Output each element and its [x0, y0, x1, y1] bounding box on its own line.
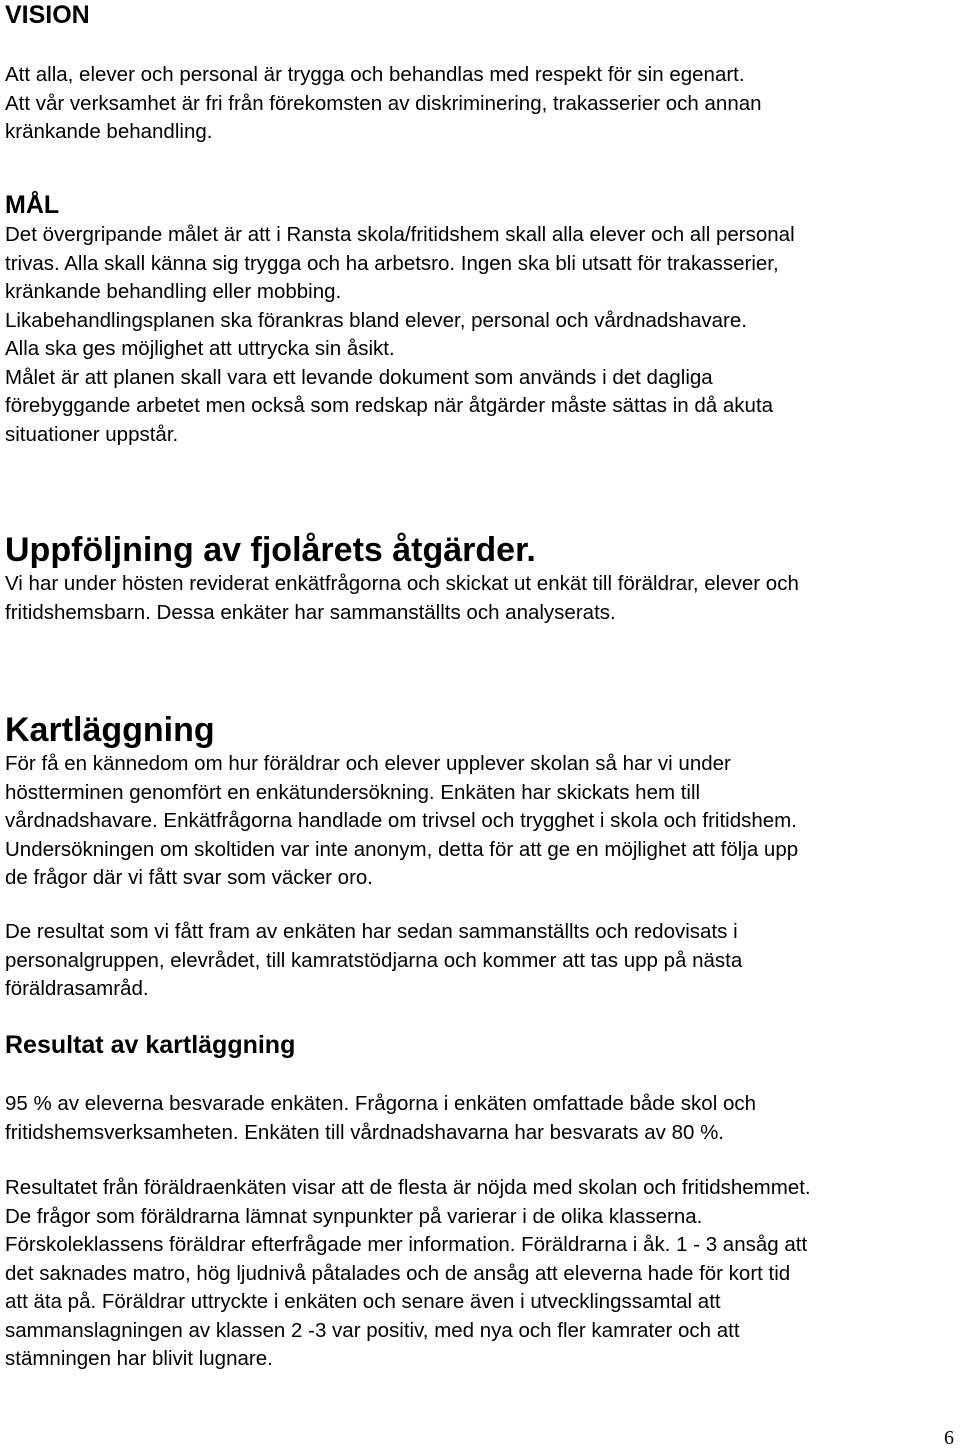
paragraph-mal: Det övergripande målet är att i Ransta skola/fritidshem skall alla elever och all personal trivas. Alla skall känna sig trygga och ha arbetsro. Ingen ska bli utsatt för trakasserier, kränkande behandling eller mobbing. Likabehandlingsplanen ska förankras bland elever, personal och vårdnadshavare. Alla ska ges möjlighet att uttrycka sin åsikt. Målet är att planen skall vara ett levande dokument som används i det dagliga förebyggande arbetet men också som redskap när åtgärder måste sättas in då akuta situationer uppstår.: [5, 223, 795, 446]
paragraph-vision: Att alla, elever och personal är trygga och behandlas med respekt för sin egenart. Att vår verksamhet är fri från förekomsten av diskriminering, trakasserier och annan kränkande behandling.: [5, 63, 762, 143]
paragraph-resultat-2: Resultatet från föräldraenkäten visar att de flesta är nöjda med skolan och fritidshemmet. De frågor som föräldrarna lämnat synpunkter på varierar i de olika klasserna. Förskoleklassens föräldrar efterfrågade mer information. Föräldrarna i åk. 1 - 3 ansåg att det saknades matro, hög ljudnivå påtalades och de ansåg att eleverna hade för kort tid att äta på. Föräldrar uttryckte i enkäten och senare även i utvecklingssamtal att sammanslagningen av klassen 2 -3 var positiv, med nya och fler kamrater och att stämningen har blivit lugnare.: [5, 1176, 811, 1370]
heading-uppfoljning: Uppföljning av fjolårets åtgärder.: [5, 531, 536, 569]
heading-kartlaggning: Kartläggning: [5, 711, 215, 749]
paragraph-uppfoljning: Vi har under hösten reviderat enkätfrågorna och skickat ut enkät till föräldrar, elever och fritidshemsbarn. Dessa enkäter har sammanställts och analyserats.: [5, 572, 799, 624]
page-number: 6: [944, 1427, 954, 1449]
heading-mal: MÅL: [5, 191, 60, 219]
paragraph-kartlaggning-1: För få en kännedom om hur föräldrar och elever upplever skolan så har vi under höstterminen genomfört en enkätundersökning. Enkäten har skickats hem till vårdnadshavare. Enkätfrågorna handlade om trivsel och trygghet i skola och fritidshem. Undersökningen om skoltiden var inte anonym, detta för att ge en möjlighet att följa upp de frågor där vi fått svar som väcker oro.: [5, 752, 799, 889]
paragraph-kartlaggning-2: De resultat som vi fått fram av enkäten har sedan sammanställts och redovisats i personalgruppen, elevrådet, till kamratstödjarna och kommer att tas upp på nästa föräldrasamråd.: [5, 920, 743, 1000]
paragraph-resultat-1: 95 % av eleverna besvarade enkäten. Frågorna i enkäten omfattade både skol och fritidshemsverksamheten. Enkäten till vårdnadshavarna har besvarats av 80 %.: [5, 1092, 757, 1144]
heading-vision: VISION: [5, 1, 90, 29]
heading-resultat: Resultat av kartläggning: [5, 1031, 296, 1059]
